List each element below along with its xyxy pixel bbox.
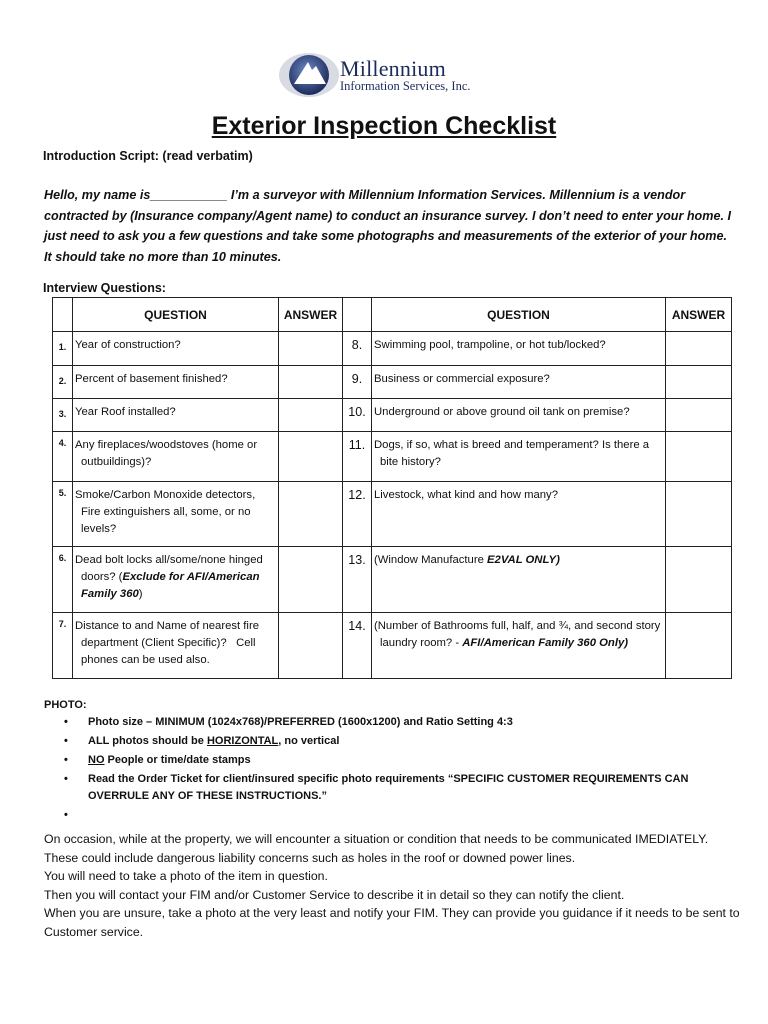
photo-item-text: People or time/date stamps xyxy=(104,754,251,766)
answer-cell[interactable] xyxy=(666,399,732,432)
answer-cell[interactable] xyxy=(279,432,343,482)
bullet-icon: • xyxy=(64,735,68,747)
question-line: department (Client Specific)? Cell xyxy=(81,637,256,649)
photo-item-text: ALL photos should be xyxy=(88,735,207,747)
question-line xyxy=(75,586,276,603)
answer-cell[interactable] xyxy=(666,482,732,547)
question-number: 12. xyxy=(343,482,372,547)
question-number: 9. xyxy=(343,366,372,399)
question-line: Any fireplaces/woodstoves (home or xyxy=(75,439,258,451)
answer-cell[interactable] xyxy=(666,547,732,613)
question-fragment-emphasis: Family 360 xyxy=(81,588,139,600)
list-item-empty xyxy=(44,807,744,824)
closing-line: Then you will contact your FIM and/or Customer Service to describe it in detail so they can notify the client. xyxy=(44,887,625,902)
list-item xyxy=(44,733,744,750)
header-question-left: QUESTION xyxy=(73,298,279,332)
question-number: 6. xyxy=(53,547,73,613)
photo-section-label: PHOTO: xyxy=(44,699,87,711)
question-line: Dogs, if so, what is breed and temperament? Is there a xyxy=(374,439,650,451)
photo-item-text: Read the Order Ticket for client/insured specific photo requirements “SPECIFIC CUSTOMER REQUIREMENTS CAN OVERRULE ANY OF THESE INSTRUCTIONS.” xyxy=(88,773,689,802)
question-number: 8. xyxy=(343,332,372,366)
question-text xyxy=(73,547,279,613)
bullet-icon: • xyxy=(64,809,68,821)
closing-line: These could include dangerous liability concerns such as holes in the roof or downed power lines. xyxy=(44,850,576,865)
header-answer-left: ANSWER xyxy=(279,298,343,332)
question-fragment-emphasis: Exclude for AFI/American xyxy=(122,571,260,583)
answer-cell[interactable] xyxy=(279,332,343,366)
logo-name: Millennium xyxy=(340,56,446,81)
question-text: Year Roof installed? xyxy=(73,399,279,432)
answer-cell[interactable] xyxy=(279,613,343,679)
closing-instructions xyxy=(44,830,744,941)
bullet-icon: • xyxy=(64,716,68,728)
question-fragment-emphasis: AFI/American Family 360 Only) xyxy=(462,637,628,649)
answer-cell[interactable] xyxy=(666,613,732,679)
header-question-right: QUESTION xyxy=(372,298,666,332)
question-text: Percent of basement finished? xyxy=(73,366,279,399)
header-answer-right: ANSWER xyxy=(666,298,732,332)
logo-emblem-icon xyxy=(272,44,342,106)
photo-item-text: , no vertical xyxy=(278,735,340,747)
photo-item-text: Photo size – MINIMUM (1024x768)/PREFERRED (1600x1200) and Ratio Setting 4:3 xyxy=(88,716,513,728)
answer-cell[interactable] xyxy=(279,366,343,399)
logo-subtitle: Information Services, Inc. xyxy=(340,79,471,93)
company-logo xyxy=(272,44,498,106)
header-num-right xyxy=(343,298,372,332)
bullet-icon: • xyxy=(64,754,68,766)
question-text: Year of construction? xyxy=(73,332,279,366)
question-line: levels? xyxy=(81,523,117,535)
question-text xyxy=(372,432,666,482)
questions-table xyxy=(52,297,732,679)
question-text xyxy=(73,432,279,482)
closing-line: You will need to take a photo of the item in question. xyxy=(44,869,328,883)
question-number: 4. xyxy=(53,432,73,482)
question-line: Smoke/Carbon Monoxide detectors, xyxy=(75,489,256,501)
question-line: Dead bolt locks all/some/none hinged xyxy=(75,554,263,566)
question-line: Distance to and Name of nearest fire xyxy=(75,620,259,632)
question-text xyxy=(372,613,666,679)
question-text xyxy=(73,613,279,679)
table-row xyxy=(53,366,732,399)
bullet-icon: • xyxy=(64,773,68,785)
photo-item-underlined: HORIZONTAL xyxy=(206,735,279,747)
question-text: Business or commercial exposure? xyxy=(372,366,666,399)
table-row xyxy=(53,332,732,366)
answer-cell[interactable] xyxy=(279,547,343,613)
question-line: phones can be used also. xyxy=(81,654,210,666)
question-number: 2. xyxy=(53,366,73,399)
answer-cell[interactable] xyxy=(279,399,343,432)
question-fragment: laundry room? - xyxy=(380,637,463,649)
answer-cell[interactable] xyxy=(666,332,732,366)
header-num-left xyxy=(53,298,73,332)
closing-line: When you are unsure, take a photo at the very least and notify your FIM. They can provide you guidance if it needs to be sent to Customer service. xyxy=(44,906,740,939)
table-row xyxy=(53,613,732,679)
answer-cell[interactable] xyxy=(666,366,732,399)
question-fragment: ) xyxy=(138,588,143,600)
page-title: Exterior Inspection Checklist xyxy=(211,112,557,140)
question-line: bite history? xyxy=(380,456,441,468)
list-item xyxy=(44,714,744,731)
table-row xyxy=(53,432,732,482)
question-line xyxy=(75,569,276,586)
interview-questions-label: Interview Questions: xyxy=(43,281,166,295)
question-number: 1. xyxy=(53,332,73,366)
table-row xyxy=(53,547,732,613)
question-text: Swimming pool, trampoline, or hot tub/locked? xyxy=(372,332,666,366)
intro-paragraph: Hello, my name is___________ I’m a surveyor with Millennium Information Services. Millennium is a vendor contracted by (Insurance company/Agent name) to conduct an insurance survey. I don’t need to enter your home. I just need to ask you a few questions and take some photographs and measurements of the exterior of your home. It should take no more than 10 minutes. xyxy=(44,188,731,264)
answer-cell[interactable] xyxy=(279,482,343,547)
question-text: Underground or above ground oil tank on premise? xyxy=(372,399,666,432)
question-number: 11. xyxy=(343,432,372,482)
question-fragment: doors? ( xyxy=(81,571,123,583)
list-item xyxy=(44,752,744,769)
question-line: outbuildings)? xyxy=(81,456,152,468)
list-item xyxy=(44,771,744,805)
question-number: 14. xyxy=(343,613,372,679)
question-line: (Number of Bathrooms full, half, and ¾, and second story xyxy=(374,620,661,632)
question-text xyxy=(73,482,279,547)
question-number: 7. xyxy=(53,613,73,679)
question-number: 13. xyxy=(343,547,372,613)
intro-label: Introduction Script: (read verbatim) xyxy=(43,149,253,163)
table-row xyxy=(53,399,732,432)
question-fragment-emphasis: E2VAL ONLY) xyxy=(487,554,560,566)
photo-item-underlined: NO xyxy=(88,754,105,766)
answer-cell[interactable] xyxy=(666,432,732,482)
closing-line: On occasion, while at the property, we will encounter a situation or condition that needs to be communicated IMEDIATELY. xyxy=(44,832,709,846)
question-line: Fire extinguishers all, some, or no xyxy=(81,506,251,518)
table-header-row xyxy=(53,298,732,332)
question-text xyxy=(372,547,666,613)
question-text: Livestock, what kind and how many? xyxy=(372,482,666,547)
table-row xyxy=(53,482,732,547)
question-line xyxy=(374,635,663,652)
question-number: 10. xyxy=(343,399,372,432)
question-number: 3. xyxy=(53,399,73,432)
question-number: 5. xyxy=(53,482,73,547)
photo-requirements-list xyxy=(44,714,744,826)
question-fragment: (Window Manufacture xyxy=(374,554,488,566)
